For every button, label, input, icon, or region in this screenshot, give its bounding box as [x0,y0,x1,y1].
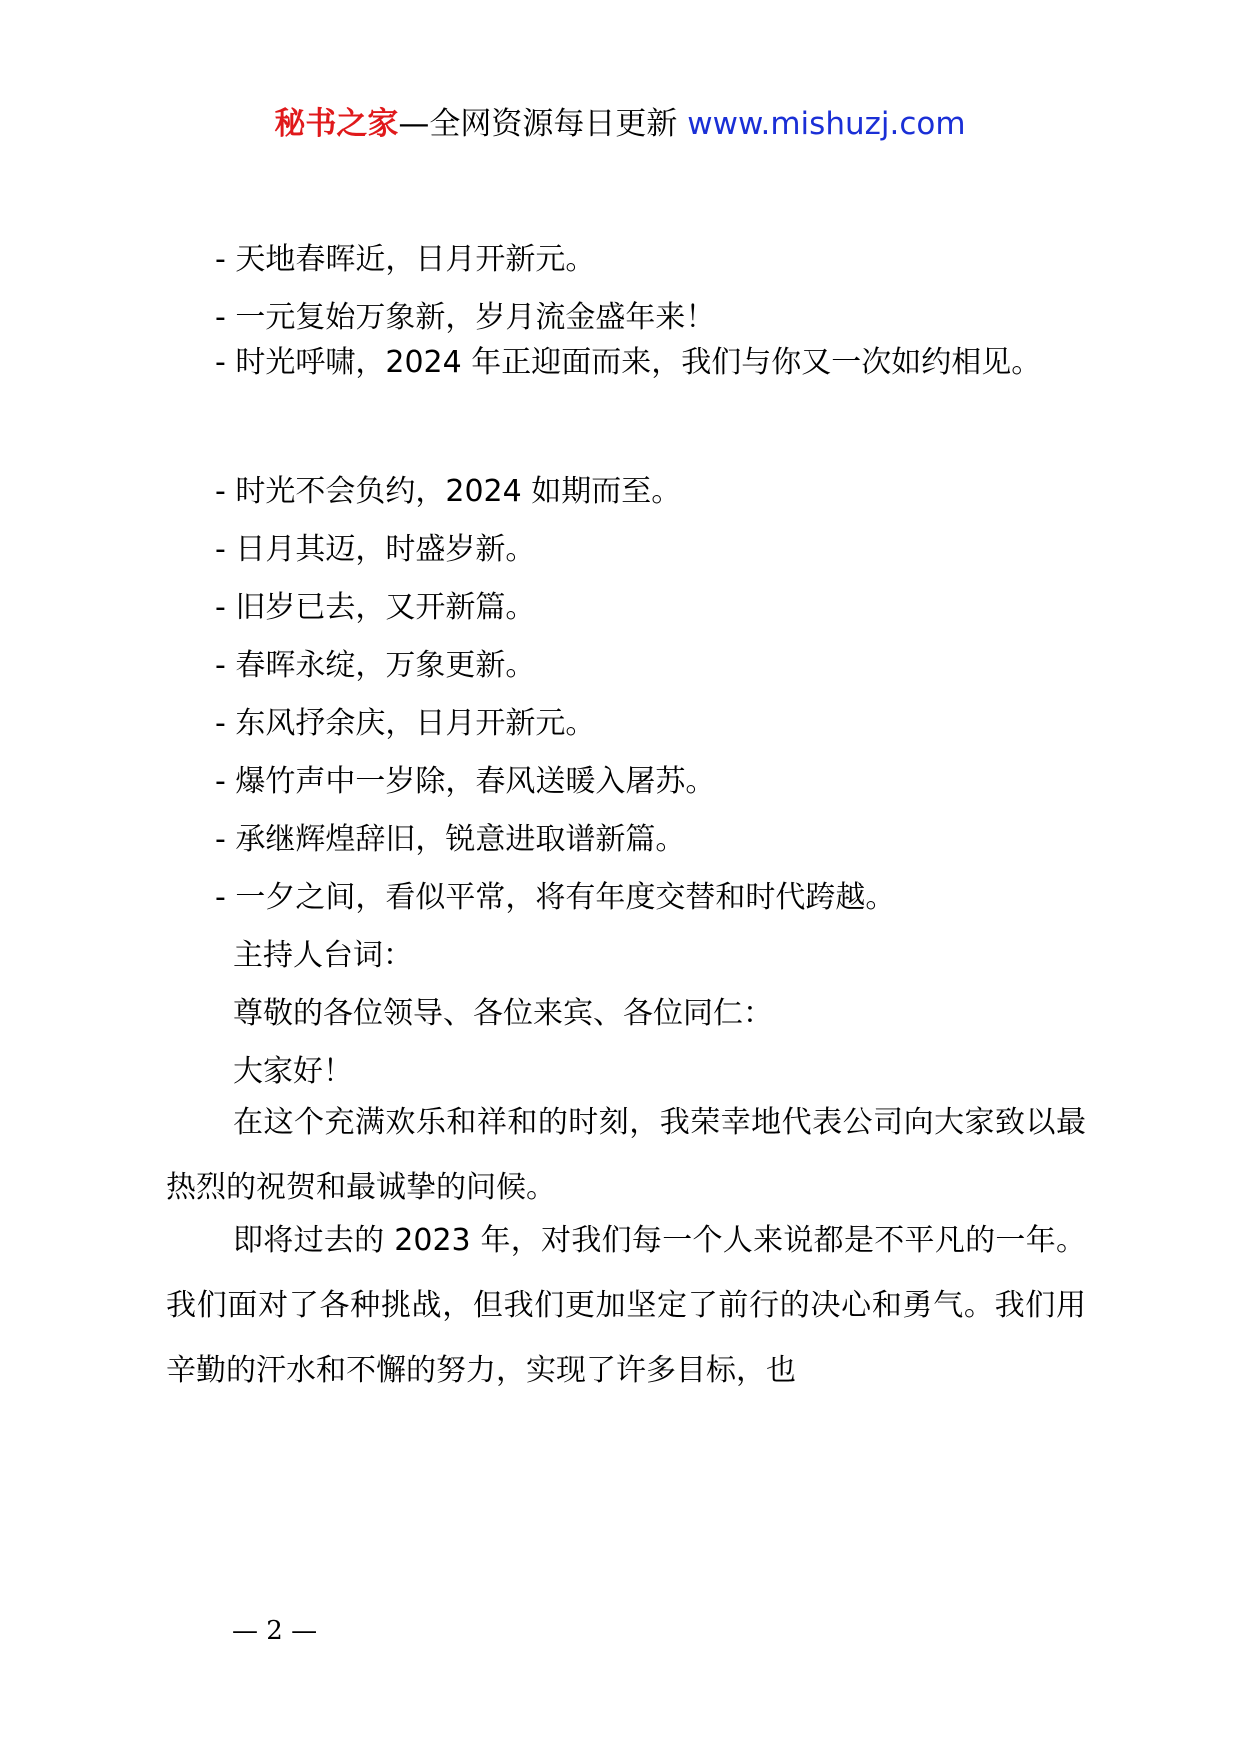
bullet-line: - 爆竹声中一岁除，春风送暖入屠苏。 [215,764,716,799]
site-url[interactable]: www.mishuzj.com [687,106,966,142]
salutation: 尊敬的各位领导、各位来宾、各位同仁： [233,996,773,1031]
bullet-line: - 东风抒余庆，日月开新元。 [215,706,596,741]
bullet-line: - 春晖永绽，万象更新。 [215,648,536,683]
brand-name: 秘书之家 [274,106,399,142]
bullet-line: - 一元复始万象新，岁月流金盛年来！ [215,300,716,335]
site-header [0,100,1240,148]
bullet-line: - 一夕之间，看似平常，将有年度交替和时代跨越。 [215,880,896,915]
greeting: 大家好！ [233,1054,353,1089]
paragraph: 在这个充满欢乐和祥和的时刻，我荣幸地代表公司向大家致以最热烈的祝贺和最诚挚的问候。 [166,1105,1086,1205]
paragraph: 即将过去的 2023 年，对我们每一个人来说都是不平凡的一年。我们面对了各种挑战，但我们更加坚定了前行的决心和勇气。我们用辛勤的汗水和不懈的努力，实现了许多目标，也 [166,1223,1086,1388]
bullet-line: - 旧岁已去，又开新篇。 [215,590,536,625]
page-number: — 2 — [232,1616,318,1646]
header-tagline: —全网资源每日更新 [398,106,688,142]
bullet-line: - 日月其迈，时盛岁新。 [215,532,536,567]
bullet-line: - 天地春晖近，日月开新元。 [215,242,596,277]
bullet-line: - 时光不会负约，2024 如期而至。 [215,474,682,509]
host-heading: 主持人台词： [233,938,413,973]
bullet-line: - 时光呼啸，2024 年正迎面而来，我们与你又一次如约相见。 [215,345,1042,380]
bullet-line: - 承继辉煌辞旧，锐意进取谱新篇。 [215,822,686,857]
